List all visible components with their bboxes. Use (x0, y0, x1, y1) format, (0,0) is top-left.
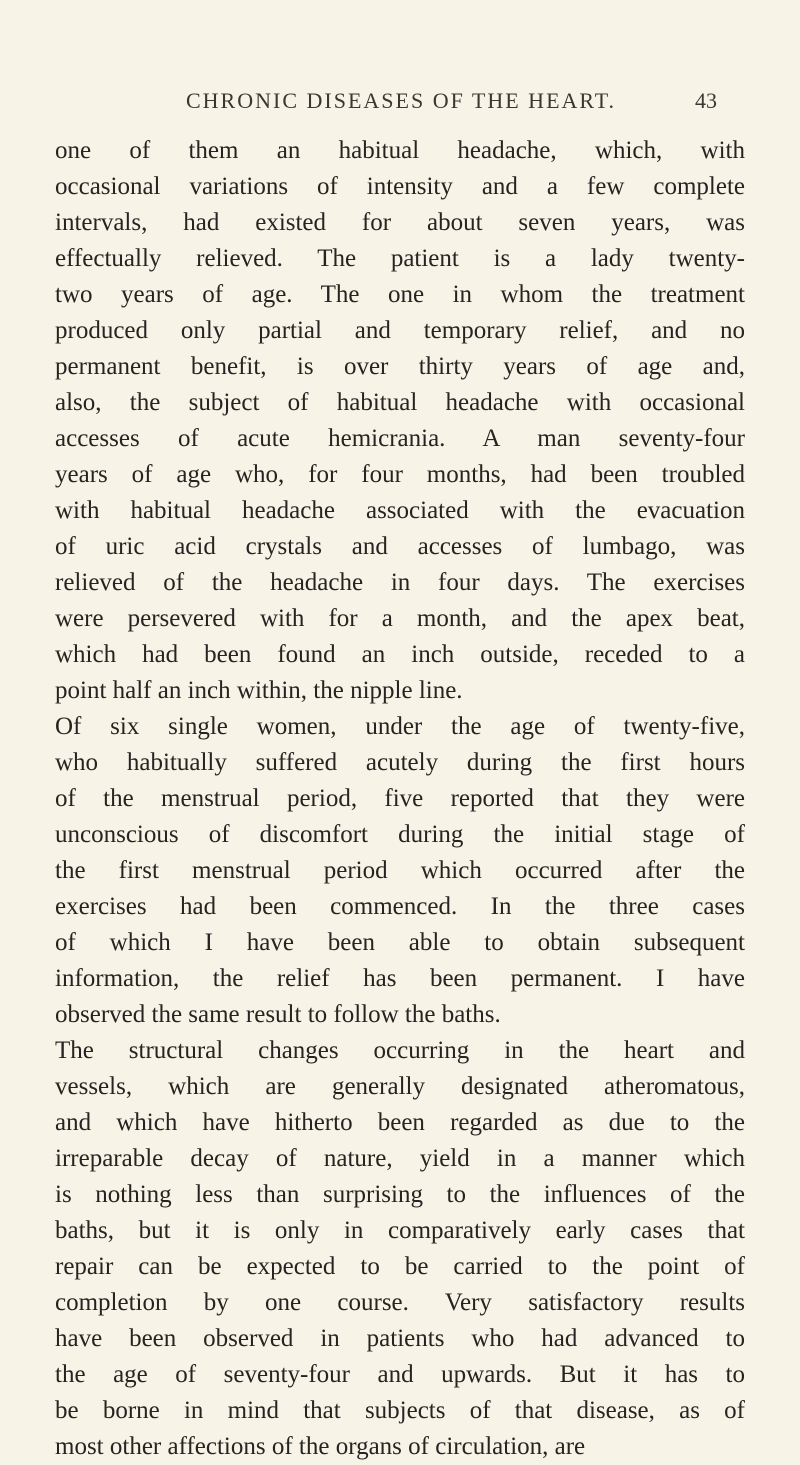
text-line: who habitually suffered acutely during the first hours (55, 749, 745, 776)
text-line: information, the relief has been permanent. I have (55, 965, 745, 992)
text-line: produced only partial and temporary relief, and no (55, 317, 745, 344)
text-line: effectually relieved. The patient is a lady twenty- (55, 245, 745, 272)
text-line: occasional variations of intensity and a few complete (55, 173, 745, 200)
running-title: CHRONIC DISEASES OF THE HEART. (186, 88, 617, 113)
text-line: unconscious of discomfort during the initial stage of (55, 821, 745, 848)
text-line: most other affections of the organs of circulation, are (55, 1433, 586, 1460)
text-line: completion by one course. Very satisfactory results (55, 1289, 745, 1316)
text-line: of the menstrual period, five reported that they were (55, 785, 745, 812)
paragraph-start-line: Of six single women, under the age of twenty-five, (55, 713, 745, 740)
text-line: intervals, had existed for about seven years, was (55, 209, 745, 236)
text-line: the first menstrual period which occurred after the (55, 857, 745, 884)
text-line: be borne in mind that subjects of that disease, as of (55, 1397, 745, 1424)
running-head (0, 88, 800, 118)
text-line: permanent benefit, is over thirty years of age and, (55, 353, 745, 380)
text-line: point half an inch within, the nipple line. (55, 677, 463, 704)
text-line: baths, but it is only in comparatively early cases that (55, 1217, 745, 1244)
text-line: have been observed in patients who had advanced to (55, 1325, 745, 1352)
text-line: which had been found an inch outside, receded to a (55, 641, 745, 668)
paragraph-start-line: The structural changes occurring in the heart and (55, 1037, 745, 1064)
text-line: the age of seventy-four and upwards. But it has to (55, 1361, 745, 1388)
text-line: relieved of the headache in four days. The exercises (55, 569, 745, 596)
text-line: accesses of acute hemicrania. A man seventy-four (55, 425, 745, 452)
text-line: and which have hitherto been regarded as due to the (55, 1109, 745, 1136)
text-line: exercises had been commenced. In the three cases (55, 893, 745, 920)
text-line: one of them an habitual headache, which, with (55, 137, 745, 164)
body-text (55, 133, 745, 1465)
text-line: with habitual headache associated with the evacuation (55, 497, 745, 524)
page-number: 43 (695, 88, 717, 113)
text-line: observed the same result to follow the baths. (55, 1001, 501, 1028)
text-line: irreparable decay of nature, yield in a manner which (55, 1145, 745, 1172)
text-line: repair can be expected to be carried to the point of (55, 1253, 745, 1280)
text-line: of which I have been able to obtain subsequent (55, 929, 745, 956)
text-line: years of age who, for four months, had been troubled (55, 461, 745, 488)
text-line: is nothing less than surprising to the influences of the (55, 1181, 745, 1208)
text-line: of uric acid crystals and accesses of lumbago, was (55, 533, 745, 560)
text-line: also, the subject of habitual headache with occasional (55, 389, 745, 416)
text-line: two years of age. The one in whom the treatment (55, 281, 745, 308)
text-line: vessels, which are generally designated atheromatous, (55, 1073, 745, 1100)
text-line: were persevered with for a month, and the apex beat, (55, 605, 745, 632)
